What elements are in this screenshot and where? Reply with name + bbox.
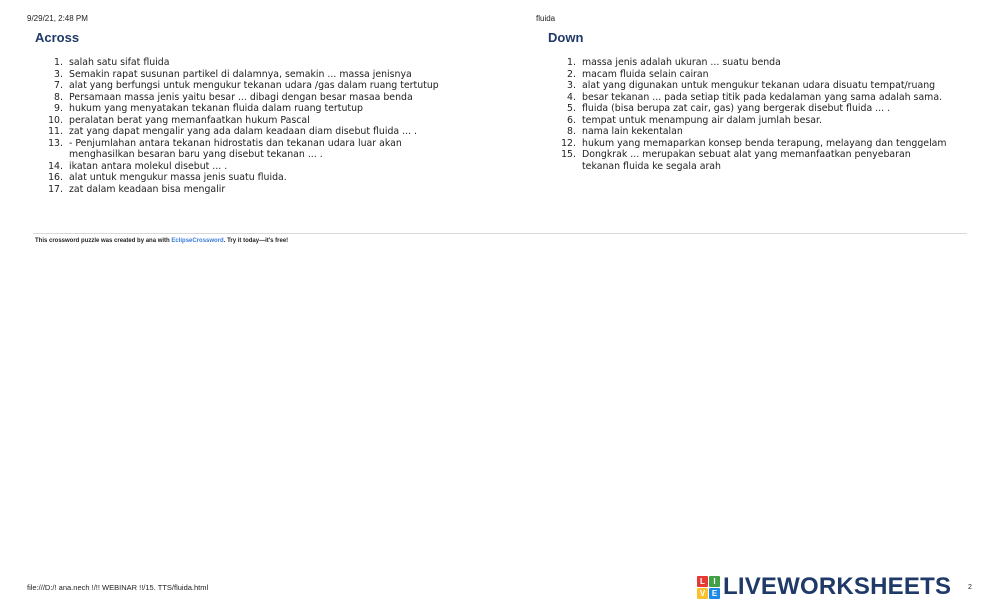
across-clue <box>35 80 455 92</box>
clue-number: 8. <box>54 91 63 103</box>
clue-number: 16. <box>48 172 63 183</box>
clue-number: 1. <box>567 57 576 68</box>
clue-number: 7. <box>54 80 63 91</box>
logo-tiles <box>697 576 720 599</box>
clue-text: peralatan berat yang memanfaatkan hukum Pascal <box>69 114 310 126</box>
across-clue <box>35 126 455 138</box>
clue-text: hukum yang menyatakan tekanan fluida dalam ruang tertutup <box>69 103 363 114</box>
liveworksheets-logo[interactable] <box>697 573 951 601</box>
clue-number: 9. <box>54 103 63 114</box>
logo-tile: L <box>697 576 708 587</box>
across-clue <box>35 138 455 161</box>
clue-text: fluida (bisa berupa zat cair, gas) yang bergerak disebut fluida ... . <box>582 103 891 114</box>
footer-file-path: file:///D:/! ana.nech !/!! WEBINAR !!/15. TTS/fluida.html <box>27 583 209 592</box>
clue-number: 6. <box>567 114 576 126</box>
across-clue <box>35 92 455 104</box>
down-clue <box>548 92 948 104</box>
clue-number: 17. <box>48 183 63 195</box>
down-clue <box>548 149 948 172</box>
clue-number: 15. <box>561 149 576 160</box>
down-clue <box>548 80 948 92</box>
across-clue-list <box>35 57 455 195</box>
across-clue <box>35 161 455 173</box>
clue-text: Persamaan massa jenis yaitu besar ... dibagi dengan besar masaa benda <box>69 91 413 103</box>
clue-number: 10. <box>48 114 63 126</box>
logo-tile: I <box>709 576 720 587</box>
clue-text: alat yang digunakan untuk mengukur tekanan udara disuatu tempat/ruang <box>582 80 936 91</box>
clue-text: salah satu sifat fluida <box>69 57 170 68</box>
credit-text-before: This crossword puzzle was created by ana with <box>35 238 172 244</box>
clue-number: 3. <box>567 80 576 91</box>
clue-number: 3. <box>54 68 63 80</box>
clue-text: zat yang dapat mengalir yang ada dalam keadaan diam disebut fluida ... . <box>69 126 418 137</box>
clue-number: 4. <box>567 91 576 103</box>
across-clue <box>35 184 455 196</box>
across-clue <box>35 103 455 115</box>
clue-text: - Penjumlahan antara tekanan hidrostatis dan tekanan udara luar akan menghasilkan besaran baru yang disebut tekanan ... . <box>69 137 402 160</box>
clue-number: 2. <box>567 68 576 80</box>
page-number: 2 <box>968 584 972 591</box>
down-clue <box>548 126 948 138</box>
clue-text: zat dalam keadaan bisa mengalir <box>69 183 226 195</box>
clue-number: 13. <box>48 137 63 149</box>
clue-number: 12. <box>561 137 576 149</box>
clue-text: massa jenis adalah ukuran ... suatu benda <box>582 57 781 68</box>
header-doc-title: fluida <box>536 14 556 23</box>
header-datetime: 9/29/21, 2:48 PM <box>27 14 88 23</box>
across-clue <box>35 69 455 81</box>
clue-number: 11. <box>48 126 63 137</box>
logo-tile: E <box>709 588 720 599</box>
down-clue-list <box>548 57 948 172</box>
down-clue <box>548 115 948 127</box>
down-section <box>548 30 948 172</box>
across-clue <box>35 115 455 127</box>
clue-text: besar tekanan ... pada setiap titik pada kedalaman yang sama adalah sama. <box>582 91 943 103</box>
logo-tile: V <box>697 588 708 599</box>
across-title: Across <box>35 30 80 45</box>
clue-text: ikatan antara molekul disebut ... . <box>69 160 228 172</box>
clue-text: alat yang berfungsi untuk mengukur tekanan udara /gas dalam ruang tertutup <box>69 80 439 91</box>
down-title: Down <box>548 30 584 45</box>
logo-wordmark: LIVEWORKSHEETS <box>723 573 952 600</box>
divider <box>33 233 967 234</box>
down-clue <box>548 57 948 69</box>
clue-text: tempat untuk menampung air dalam jumlah besar. <box>582 114 822 126</box>
clue-number: 5. <box>567 103 576 114</box>
down-clue <box>548 103 948 115</box>
clue-number: 14. <box>48 160 63 172</box>
clue-text: alat untuk mengukur massa jenis suatu fluida. <box>69 172 287 183</box>
eclipsecrossword-link[interactable]: EclipseCrossword <box>171 238 224 244</box>
clue-number: 8. <box>567 126 576 137</box>
credit-line <box>35 238 288 244</box>
clue-text: Semakin rapat susunan partikel di dalamnya, semakin ... massa jenisnya <box>69 68 412 80</box>
across-clue <box>35 57 455 69</box>
clue-text: nama lain kekentalan <box>582 126 683 137</box>
credit-text-after: . Try it today—it's free! <box>223 238 289 244</box>
clue-text: macam fluida selain cairan <box>582 68 709 80</box>
down-clue <box>548 138 948 150</box>
clue-number: 1. <box>54 57 63 68</box>
down-clue <box>548 69 948 81</box>
across-section <box>35 30 455 195</box>
clue-text: hukum yang memaparkan konsep benda terapung, melayang dan tenggelam <box>582 137 947 149</box>
clue-text: Dongkrak ... merupakan sebuat alat yang memanfaatkan penyebaran tekanan fluida ke segala arah <box>582 149 911 172</box>
across-clue <box>35 172 455 184</box>
